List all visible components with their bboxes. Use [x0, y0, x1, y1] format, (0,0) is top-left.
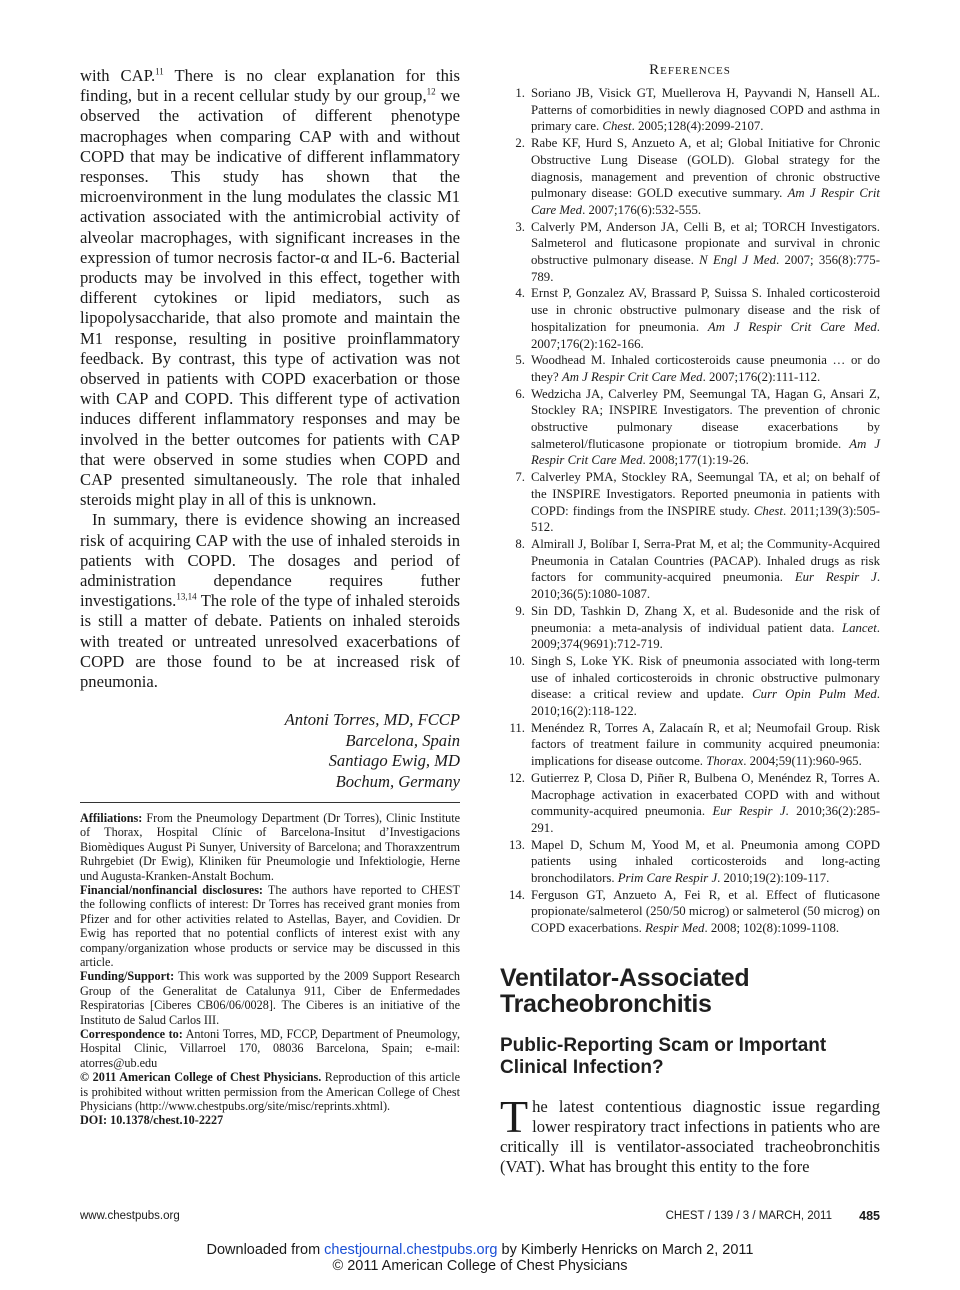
reference-number: 5.	[515, 353, 525, 368]
reference-item	[500, 285, 880, 352]
reference-item	[500, 603, 880, 653]
footer-journal-info: CHEST / 139 / 3 / MARCH, 2011	[665, 1210, 832, 1222]
footnote-label: DOI: 10.1378/chest.10-2227	[80, 1113, 224, 1128]
body-paragraph: In summary, there is evidence showing an increased risk of acquiring CAP with the use of inhaled steroids in patients with COPD. The dosages and period of administration dependance requires futher investigations.$^{13,14}$ The role of the type of inhaled steroids is still a matter of debate. Patients on inhaled steroids with treated or untreated unresolved exacerbations of COPD are those found to be at increased risk of pneumonia.	[80, 510, 460, 692]
page-footer	[80, 1208, 880, 1226]
reference-item	[500, 352, 880, 385]
article-title: Ventilator-Associated Tracheobronchitis	[500, 963, 750, 1018]
reference-number: 14.	[509, 887, 525, 902]
reference-item	[500, 837, 880, 887]
download-suffix: by Kimberly Henricks on March 2, 2011	[497, 1242, 754, 1258]
reference-number: 1.	[515, 86, 525, 100]
footnote-label: Correspondence to:	[80, 1027, 183, 1042]
reference-number: 4.	[515, 286, 525, 301]
download-link[interactable]: chestjournal.chestpubs.org	[324, 1242, 498, 1258]
reference-journal: Thorax	[706, 754, 744, 769]
reference-journal: Respir Med	[645, 921, 705, 936]
footnote-entry	[80, 1070, 460, 1113]
reference-item	[500, 469, 880, 536]
reference-journal: N Engl J Med	[699, 253, 777, 268]
body-paragraph: with CAP.$^{11}$ There is no clear explanation for this finding, but in a recent cellular study by our group,$^{12}$ we observed the activation of different phenotype macrophages when comparing CAP with and without COPD that may be indicative of different inflammatory responses. This study has shown that the microenvironment in the lung modulates the classic M1 activation associated with the antimicrobial activity of alveolar macrophages, with significant increases in the expression of tumor necrosis factor-α and IL-6. Bacterial products may be involved in this effect, together with different cytokines or lipid mediators, such as lipopolysaccharide, that also promote and maintain the M1 response, resulting in positive proinflammatory feedback. By contrast, this type of activation was not observed in patients with COPD exacerbation or those with CAP and COPD. This different type of activation induces different inflammatory responses and may be involved in the better outcomes for patients with CAP that were observed in some studies when COPD and CAP presented simultaneously. The role that inhaled steroids might play in all of this is unknown.	[80, 66, 460, 510]
right-column	[500, 62, 880, 1178]
reference-text: Rabe KF, Hurd S, Anzueto A, et al; Global Initiative for Chronic Obstructive Lung Disease (GOLD). Global strategy for the diagnosis, management and prevention of chronic obstructive pulmonary disease: GOLD executive summary. Am J Respir Crit Care Med. 2007;176(6):532-555.	[531, 136, 880, 217]
reference-number: 10.	[509, 653, 525, 668]
citation-superscript: 12	[426, 86, 436, 97]
reference-journal: Eur Respir J	[794, 570, 877, 585]
left-column	[80, 66, 460, 1128]
reference-text: Singh S, Loke YK. Risk of pneumonia associated with long-term use of inhaled corticosteroids in chronic obstructive pulmonary disease: a critical review and update. Curr Opin Pulm Med. 2010;16(2):118-122.	[531, 653, 880, 719]
reference-number: 2.	[515, 136, 525, 151]
footnote-text: Reproduction of this article is prohibited without written permission from the American College of Chest Physicians (http://www.chestpubs.org/site/misc/reprints.xhtml).	[80, 1070, 460, 1114]
body-text	[80, 66, 460, 692]
author-signature	[80, 710, 460, 792]
footer-url[interactable]: www.chestpubs.org	[80, 1210, 180, 1222]
footnote-label: © 2011 American College of Chest Physicians.	[80, 1070, 322, 1085]
reference-text: Calverley PMA, Stockley RA, Seemungal TA, et al; on behalf of the INSPIRE Investigators. Reported pneumonia in patients with COPD: findings from the INSPIRE study. Chest. 2011;139(3):505-512.	[531, 470, 881, 535]
article-subtitle: Public-Reporting Scam or Important Clinical Infection?	[500, 1034, 827, 1078]
footnote-label: Financial/nonfinancial disclosures:	[80, 882, 263, 897]
reference-journal: Prim Care Respir J	[617, 871, 718, 886]
reference-number: 6.	[515, 386, 525, 401]
footnote-text: Antoni Torres, MD, FCCP, Department of Pneumology, Hospital Clinic, Villarroel 170, 08036 Barcelona, Spain; e-mail: atorres@ub.edu	[80, 1027, 460, 1070]
reference-item	[500, 135, 880, 219]
footnote-text: The authors have reported to CHEST the following conflicts of interest: Dr Torres has received grant monies from Pfizer and for other activities related to Astellas, Bayer, and Covidien. Dr Ewig has reported that no potential conflicts of interest exist with any company/organization whose products or service may be discussed in this article.	[80, 882, 460, 969]
reference-item	[500, 653, 880, 720]
footnote-entry	[80, 811, 460, 883]
footnote-entry	[80, 883, 460, 969]
footnote-entry	[80, 1113, 460, 1127]
reference-item	[500, 219, 880, 286]
reference-text: Calverly PM, Anderson JA, Celli B, et al; TORCH Investigators. Salmeterol and fluticasone propionate and survival in chronic obstructive pulmonary disease. N Engl J Med. 2007; 356(8):775-789.	[531, 219, 880, 284]
reference-number: 11.	[509, 720, 525, 735]
citation-superscript: 13,14	[176, 591, 197, 602]
reference-number: 12.	[509, 770, 525, 785]
reference-text: Mapel D, Schum M, Yood M, et al. Pneumonia among COPD patients using inhaled corticosteroids and long-acting bronchodilators. Prim Care Respir J. 2010;19(2):109-117.	[531, 837, 880, 886]
reference-journal: Am J Respir Crit Care Med	[531, 436, 881, 468]
reference-journal: Am J Respir Crit Care Med	[561, 369, 703, 384]
signature-line: Bochum, Germany	[335, 771, 460, 791]
reference-text: Ferguson GT, Anzueto A, Fei R, et al. Effect of fluticasone propionate/salmeterol (250/50 microg) or salmeterol (50 microg) on COPD exacerbations. Respir Med. 2008; 102(8):1099-1108.	[531, 887, 880, 936]
footnote-label: Affiliations:	[80, 810, 143, 825]
reference-item	[500, 770, 880, 837]
reference-journal: Chest	[602, 119, 632, 134]
footnote-text: From the Pneumology Department (Dr Torres), Clinic Institute of Thorax, Hospital Clínic of Barcelona-Insitut d’Investigacions Biomèdiques August Pi Sunyer, University of Barcelona; and Thoraxzentrum Ruhrgebiet (Dr Ewig), Kliniken für Pneumologie und Infektiologie, Herne und Augusta-Kranken-Anstalt Bochum.	[80, 810, 460, 883]
reference-journal: Eur Respir J	[712, 804, 786, 819]
footnote-entry	[80, 1027, 460, 1070]
references-heading: References	[649, 62, 731, 78]
reference-text: Woodhead M. Inhaled corticosteroids cause pneumonia … or do they? Am J Respir Crit Care Med. 2007;176(2):111-112.	[531, 353, 880, 384]
reference-item	[500, 386, 880, 470]
reference-number: 8.	[515, 536, 525, 551]
reference-item	[500, 887, 880, 937]
reference-number: 3.	[515, 219, 525, 234]
signature-line: Santiago Ewig, MD	[328, 751, 460, 771]
download-line	[0, 1242, 960, 1258]
download-prefix: Downloaded from	[206, 1242, 325, 1258]
copyright-line: © 2011 American College of Chest Physicians	[332, 1258, 628, 1274]
reference-text: Almirall J, Bolíbar I, Serra-Prat M, et al; the Community-Acquired Pneumonia in Catalan Countries (PACAP). Inhaled drugs as risk factors for community-acquired pneumonia. Eur Respir J. 2010;36(5):1080-1087.	[531, 536, 881, 602]
page-number: 485	[859, 1209, 880, 1223]
reference-number: 9.	[515, 603, 525, 618]
references-list	[500, 85, 880, 937]
reference-number: 13.	[509, 837, 525, 852]
reference-text: Wedzicha JA, Calverley PM, Seemungal TA, Hagan G, Ansari Z, Stockley RA; INSPIRE Investigators. The prevention of chronic obstructive pulmonary disease exacerbations by salmeterol/fluticasone propionate or tiotropium bromide. Am J Respir Crit Care Med. 2008;177(1):19-26.	[531, 386, 881, 468]
signature-line: Barcelona, Spain	[345, 730, 460, 750]
drop-cap: T	[500, 1090, 529, 1142]
footnote-entry	[80, 969, 460, 1027]
footnote-label: Funding/Support:	[80, 969, 175, 984]
reference-item	[500, 85, 880, 135]
reference-journal: Chest	[753, 503, 783, 518]
reference-journal: Curr Opin Pulm Med	[752, 687, 877, 702]
reference-text: Soriano JB, Visick GT, Muellerova H, Payvandi N, Hansell AL. Patterns of comorbidities in newly diagnosed COPD and asthma in primary care. Chest. 2005;128(4):2099-2107.	[531, 86, 880, 134]
download-notice	[0, 1242, 960, 1274]
citation-superscript: 11	[155, 66, 164, 77]
article-intro	[500, 1090, 880, 1178]
signature-line: Antoni Torres, MD, FCCP	[284, 710, 460, 730]
reference-number: 7.	[515, 470, 525, 485]
reference-item	[500, 536, 880, 603]
footnote-text: This work was supported by the 2009 Support Research Group of the Generalitat de Catalunya 911, Ciber de Enfermedades Respiratorias [Ciberes CB06/06/0028]. The Ciberes is an initiative of the Instituto de Salud Carlos III.	[80, 969, 460, 1027]
article-intro-text: he latest contentious diagnostic issue regarding lower respiratory tract infections in patients who are critically ill is ventilator-associated tracheobronchitis (VAT). What has brought this entity to the fore	[500, 1096, 880, 1177]
reference-item	[500, 720, 880, 770]
reference-text: Sin DD, Tashkin D, Zhang X, et al. Budesonide and the risk of pneumonia: a meta-analysis of individual patient data. Lancet. 2009;374(9691):712-719.	[531, 603, 880, 652]
reference-journal: Lancet	[841, 620, 877, 635]
reference-text: Ernst P, Gonzalez AV, Brassard P, Suissa S. Inhaled corticosteroid use in chronic obstructive pulmonary disease and the risk of hospitalization for pneumonia. Am J Respir Crit Care Med. 2007;176(2):162-166.	[531, 286, 880, 351]
reference-journal: Am J Respir Crit Care Med	[707, 319, 877, 334]
reference-text: Gutierrez P, Closa D, Piñer R, Bulbena O, Menéndez R, Torres A. Macrophage activation in exacerbated COPD with and without community-acquired pneumonia. Eur Respir J. 2010;36(2):285-291.	[531, 770, 880, 835]
reference-journal: Am J Respir Crit Care Med	[531, 186, 880, 217]
reference-text: Menéndez R, Torres A, Zalacaín R, et al; Neumofail Group. Risk factors of treatment failure in community acquired pneumonia: implications for disease outcome. Thorax. 2004;59(11):960-965.	[531, 720, 880, 769]
article-footnotes	[80, 802, 460, 1128]
